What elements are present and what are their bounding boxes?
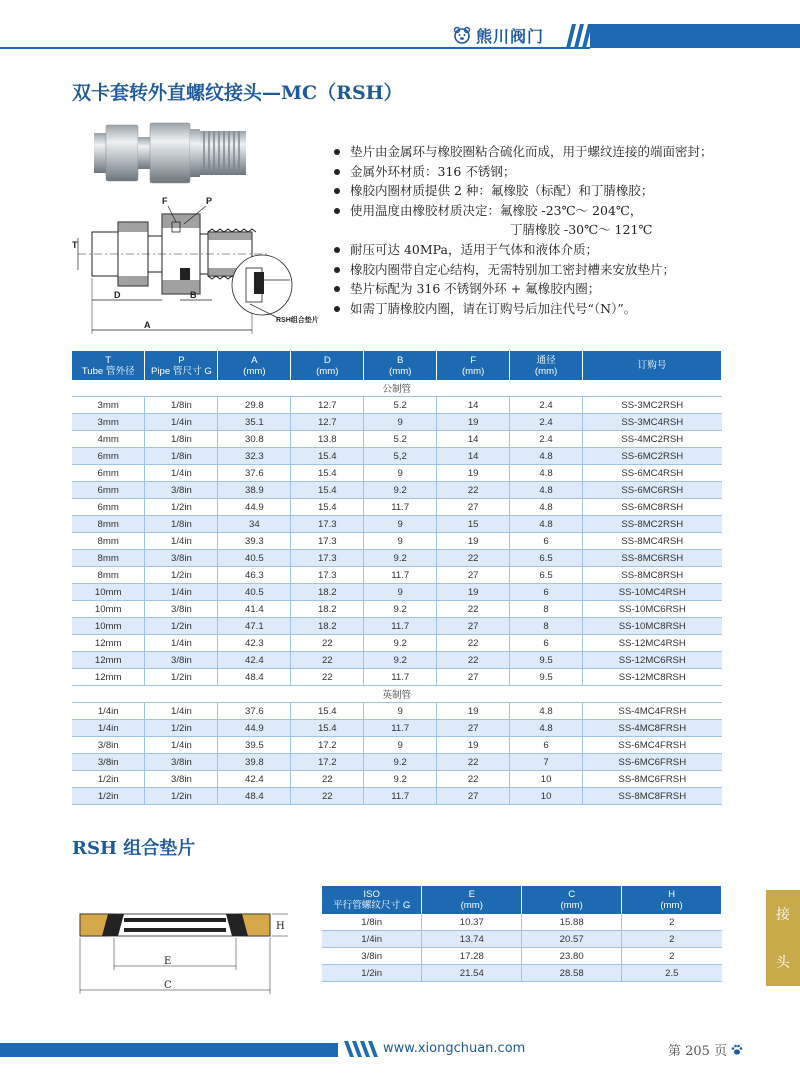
- rsh-gasket-table: [322, 886, 722, 982]
- table-cell: 37.6: [218, 703, 291, 720]
- table-cell: 48.4: [218, 788, 291, 805]
- table-cell: 39.8: [218, 754, 291, 771]
- table-cell: 48.4: [218, 669, 291, 686]
- table-cell: 22: [437, 550, 510, 567]
- table-cell: 44.9: [218, 720, 291, 737]
- table-cell: SS-8MC8RSH: [583, 567, 722, 584]
- table-cell: 1/4in: [322, 931, 422, 948]
- table-cell: 15.4: [291, 448, 364, 465]
- table-cell: 22: [291, 652, 364, 669]
- table-cell: 19: [437, 414, 510, 431]
- table-row: [72, 499, 722, 516]
- table-cell: 1/2in: [145, 499, 218, 516]
- table-cell: 12.7: [291, 414, 364, 431]
- table-cell: 15.4: [291, 465, 364, 482]
- table-cell: SS-8MC2RSH: [583, 516, 722, 533]
- table-cell: 19: [437, 703, 510, 720]
- table-cell: 3/8in: [145, 601, 218, 618]
- table-cell: 1/4in: [145, 703, 218, 720]
- table-row: [72, 550, 722, 567]
- table-cell: 1/4in: [72, 703, 145, 720]
- table-cell: 2.4: [510, 397, 583, 414]
- table-cell: 4.8: [510, 516, 583, 533]
- table-cell: 12mm: [72, 635, 145, 652]
- table-cell: 1/4in: [145, 533, 218, 550]
- table-cell: 5.2: [364, 397, 437, 414]
- table-cell: 9.2: [364, 550, 437, 567]
- table-cell: 15.4: [291, 703, 364, 720]
- table-cell: 6: [510, 737, 583, 754]
- label-B: B: [190, 290, 197, 300]
- col-header-a: A (mm): [218, 351, 291, 380]
- feature-item: 垫片由金属环与橡胶圈粘合硫化而成，用于螺纹连接的端面密封；: [332, 142, 772, 162]
- table-row: [72, 601, 722, 618]
- table-cell: 9.2: [364, 652, 437, 669]
- table-cell: 1/4in: [145, 635, 218, 652]
- table-cell: SS-3MC4RSH: [583, 414, 722, 431]
- col-header-c: C (mm): [522, 886, 622, 914]
- table-cell: 10mm: [72, 601, 145, 618]
- feature-item: 如需丁腈橡胶内圈，请在订购号后加注代号“（N）”。: [332, 299, 772, 319]
- table-cell: 1/2in: [145, 720, 218, 737]
- table-row: [72, 771, 722, 788]
- table-group-row: [72, 686, 722, 703]
- table-cell: SS-12MC4RSH: [583, 635, 722, 652]
- rsh-section-title: RSH 组合垫片: [72, 838, 196, 859]
- table-cell: 14: [437, 431, 510, 448]
- table-cell: 14: [437, 397, 510, 414]
- table-row: [322, 931, 722, 948]
- table-cell: 18.2: [291, 584, 364, 601]
- table-cell: 9.2: [364, 635, 437, 652]
- table-cell: 27: [437, 499, 510, 516]
- table-cell: 2.4: [510, 431, 583, 448]
- table-cell: 6: [510, 635, 583, 652]
- table-cell: 1/2in: [72, 788, 145, 805]
- table-cell: 17.3: [291, 550, 364, 567]
- table-cell: 22: [437, 754, 510, 771]
- table-cell: 9.5: [510, 652, 583, 669]
- table-cell: 27: [437, 618, 510, 635]
- table-row: [72, 567, 722, 584]
- table-cell: 3/8in: [145, 771, 218, 788]
- table-cell: 9: [364, 516, 437, 533]
- table-cell: 9: [364, 584, 437, 601]
- table-cell: SS-4MC8FRSH: [583, 720, 722, 737]
- table-cell: SS-8MC6RSH: [583, 550, 722, 567]
- table-row: [72, 720, 722, 737]
- label-D: D: [114, 290, 121, 300]
- table-cell: 22: [437, 635, 510, 652]
- table-cell: 10.37: [422, 914, 522, 931]
- table-cell: SS-4MC4FRSH: [583, 703, 722, 720]
- table-cell: 8mm: [72, 533, 145, 550]
- paw-icon: [731, 1044, 743, 1056]
- table-cell: 1/2in: [145, 669, 218, 686]
- table-cell: 22: [291, 771, 364, 788]
- table-cell: 15.4: [291, 720, 364, 737]
- table-cell: 27: [437, 567, 510, 584]
- page-number: [668, 1040, 743, 1059]
- table-cell: 17.2: [291, 754, 364, 771]
- bear-logo-icon: [452, 25, 472, 45]
- table-cell: 40.5: [218, 550, 291, 567]
- table-cell: SS-3MC2RSH: [583, 397, 722, 414]
- table-cell: 19: [437, 465, 510, 482]
- table-cell: SS-8MC6FRSH: [583, 771, 722, 788]
- table-row: [72, 397, 722, 414]
- fitting-drawing: [72, 192, 334, 340]
- table-cell: 9.2: [364, 771, 437, 788]
- table-cell: 2: [622, 948, 722, 965]
- table-cell: 1/8in: [322, 914, 422, 931]
- table-row: [72, 652, 722, 669]
- table-cell: 1/2in: [145, 567, 218, 584]
- table-row: [322, 965, 722, 982]
- table-cell: 8mm: [72, 567, 145, 584]
- table-cell: 3/8in: [72, 754, 145, 771]
- table-group-row: [72, 380, 722, 397]
- table-cell: 22: [291, 788, 364, 805]
- table-cell: 17.28: [422, 948, 522, 965]
- table-cell: 9: [364, 533, 437, 550]
- table-cell: 8: [510, 601, 583, 618]
- table-cell: 11.7: [364, 669, 437, 686]
- feature-list: [332, 142, 772, 318]
- table-cell: 9.2: [364, 482, 437, 499]
- table-cell: 1/2in: [72, 771, 145, 788]
- table-cell: 22: [437, 771, 510, 788]
- table-cell: 47.1: [218, 618, 291, 635]
- table-cell: 29.8: [218, 397, 291, 414]
- table-cell: 34: [218, 516, 291, 533]
- col-header-e: E (mm): [422, 886, 522, 914]
- table-cell: 5,2: [364, 448, 437, 465]
- footer-stripes: [340, 1041, 380, 1057]
- table-cell: 22: [437, 652, 510, 669]
- table-cell: 3/8in: [145, 754, 218, 771]
- header-band: [590, 24, 800, 48]
- table-cell: 4mm: [72, 431, 145, 448]
- table-cell: 6.5: [510, 567, 583, 584]
- table-cell: 46.3: [218, 567, 291, 584]
- table-cell: 3/8in: [322, 948, 422, 965]
- label-P: P: [206, 196, 213, 206]
- table-cell: 18.2: [291, 601, 364, 618]
- section-side-tab: [766, 890, 800, 986]
- feature-item: 橡胶内圈带自定心结构，无需特别加工密封槽来安放垫片；: [332, 260, 772, 280]
- col-header-iso: ISO 平行管螺纹尺寸 G: [322, 886, 422, 914]
- table-cell: 17.3: [291, 516, 364, 533]
- col-header-order-no: 订购号: [583, 351, 722, 380]
- table-cell: 8mm: [72, 516, 145, 533]
- table-cell: 44.9: [218, 499, 291, 516]
- table-cell: 42.3: [218, 635, 291, 652]
- table-cell: 10mm: [72, 584, 145, 601]
- table-cell: 4.8: [510, 499, 583, 516]
- table-cell: 5.2: [364, 431, 437, 448]
- table-cell: 14: [437, 448, 510, 465]
- col-header-f: F (mm): [437, 351, 510, 380]
- table-cell: 15.4: [291, 499, 364, 516]
- table-cell: 11.7: [364, 567, 437, 584]
- table-row: [72, 448, 722, 465]
- table-cell: 22: [291, 635, 364, 652]
- table-cell: 2: [622, 931, 722, 948]
- table-cell: 1/8in: [145, 431, 218, 448]
- table-cell: 3/8in: [145, 652, 218, 669]
- feature-item: 使用温度由橡胶材质决定：氟橡胶 -23℃～ 204℃，: [332, 201, 772, 221]
- col-header-bore: 通径 (mm): [510, 351, 583, 380]
- table-cell: 1/8in: [145, 448, 218, 465]
- table-cell: 17.3: [291, 533, 364, 550]
- table-row: [72, 788, 722, 805]
- table-cell: 9.2: [364, 601, 437, 618]
- side-tab-char: 头: [776, 955, 790, 971]
- table-cell: 39.3: [218, 533, 291, 550]
- table-cell: 3mm: [72, 414, 145, 431]
- table-row: [72, 516, 722, 533]
- table-cell: 15: [437, 516, 510, 533]
- rsh-table-header: [322, 886, 722, 914]
- label-C: C: [164, 980, 172, 991]
- table-row: [72, 703, 722, 720]
- table-cell: 6.5: [510, 550, 583, 567]
- table-row: [322, 914, 722, 931]
- col-header-d: D (mm): [291, 351, 364, 380]
- table-cell: 3mm: [72, 397, 145, 414]
- table-cell: SS-8MC4RSH: [583, 533, 722, 550]
- spec-table-header: [72, 351, 722, 380]
- table-cell: 42.4: [218, 771, 291, 788]
- table-cell: SS-6MC2RSH: [583, 448, 722, 465]
- table-cell: 7: [510, 754, 583, 771]
- table-cell: 30.8: [218, 431, 291, 448]
- feature-item-continuation: 丁腈橡胶 -30℃～ 121℃: [510, 222, 653, 238]
- brand-name: 熊川阀门: [476, 26, 545, 46]
- table-cell: SS-6MC6FRSH: [583, 754, 722, 771]
- page-title: 双卡套转外直螺纹接头—MC（RSH）: [72, 82, 403, 104]
- table-cell: 8mm: [72, 550, 145, 567]
- table-cell: 4.8: [510, 482, 583, 499]
- table-cell: SS-12MC8RSH: [583, 669, 722, 686]
- table-cell: 1/4in: [145, 414, 218, 431]
- feature-item: 垫片标配为 316 不锈钢外环 + 氟橡胶内圈；: [332, 279, 772, 299]
- table-cell: 1/8in: [145, 516, 218, 533]
- spec-table: [72, 351, 722, 805]
- table-cell: 27: [437, 669, 510, 686]
- feature-item: 橡胶内圈材质提供 2 种：氟橡胶（标配）和丁腈橡胶；: [332, 181, 772, 201]
- table-cell: 4.8: [510, 703, 583, 720]
- table-cell: 20.57: [522, 931, 622, 948]
- table-cell: 38.9: [218, 482, 291, 499]
- table-cell: 4.8: [510, 448, 583, 465]
- table-cell: 9: [364, 465, 437, 482]
- fitting-photo: [94, 117, 254, 191]
- feature-item: 耐压可达 40MPa，适用于气体和液体介质；: [332, 240, 772, 260]
- table-cell: 12mm: [72, 652, 145, 669]
- table-cell: 1/8in: [145, 397, 218, 414]
- table-cell: 12.7: [291, 397, 364, 414]
- label-T: T: [72, 240, 78, 250]
- table-cell: 1/2in: [145, 618, 218, 635]
- table-cell: 9: [364, 737, 437, 754]
- table-cell: 19: [437, 737, 510, 754]
- table-cell: 6: [510, 584, 583, 601]
- table-cell: 28.58: [522, 965, 622, 982]
- table-cell: 17.3: [291, 567, 364, 584]
- table-cell: 6mm: [72, 465, 145, 482]
- table-row: [72, 431, 722, 448]
- table-cell: 8: [510, 618, 583, 635]
- table-cell: 11.7: [364, 618, 437, 635]
- table-row: [72, 584, 722, 601]
- table-cell: 13.74: [422, 931, 522, 948]
- table-cell: SS-6MC8RSH: [583, 499, 722, 516]
- table-cell: 22: [291, 669, 364, 686]
- table-cell: 9: [364, 414, 437, 431]
- table-cell: 17.2: [291, 737, 364, 754]
- table-cell: 1/4in: [72, 720, 145, 737]
- table-cell: 2.5: [622, 965, 722, 982]
- table-cell: 35.1: [218, 414, 291, 431]
- col-header-h: H (mm): [622, 886, 722, 914]
- table-cell: 3/8in: [145, 550, 218, 567]
- table-row: [72, 635, 722, 652]
- table-cell: 13.8: [291, 431, 364, 448]
- table-cell: 15.88: [522, 914, 622, 931]
- table-cell: 22: [437, 601, 510, 618]
- table-row: [72, 465, 722, 482]
- table-cell: 3/8in: [145, 482, 218, 499]
- table-cell: 15.4: [291, 482, 364, 499]
- label-F: F: [162, 196, 168, 206]
- side-tab-char: 接: [776, 907, 790, 923]
- table-cell: 27: [437, 788, 510, 805]
- table-row: [72, 669, 722, 686]
- table-cell: 2.4: [510, 414, 583, 431]
- footer-band: [0, 1043, 338, 1057]
- table-cell: 11.7: [364, 499, 437, 516]
- table-cell: 40.5: [218, 584, 291, 601]
- table-row: [72, 414, 722, 431]
- table-cell: SS-10MC4RSH: [583, 584, 722, 601]
- table-cell: 4.8: [510, 465, 583, 482]
- table-cell: 9.5: [510, 669, 583, 686]
- table-cell: 21.54: [422, 965, 522, 982]
- table-cell: 6mm: [72, 482, 145, 499]
- table-cell: 9.2: [364, 754, 437, 771]
- table-cell: 1/2in: [322, 965, 422, 982]
- table-cell: 18.2: [291, 618, 364, 635]
- table-cell: 10: [510, 788, 583, 805]
- table-cell: 19: [437, 533, 510, 550]
- table-cell: 42.4: [218, 652, 291, 669]
- table-cell: SS-10MC8RSH: [583, 618, 722, 635]
- table-cell: 12mm: [72, 669, 145, 686]
- table-cell: 1/4in: [145, 584, 218, 601]
- brand-logo: [452, 22, 562, 48]
- footer-url[interactable]: www.xiongchuan.com: [383, 1041, 526, 1056]
- label-H: H: [276, 921, 285, 932]
- table-cell: 1/2in: [145, 788, 218, 805]
- table-cell: 2: [622, 914, 722, 931]
- table-cell: 6mm: [72, 448, 145, 465]
- page-number-text: 第 205 页: [668, 1044, 728, 1059]
- group-label: 公制管: [72, 380, 722, 397]
- table-cell: 3/8in: [72, 737, 145, 754]
- label-A: A: [144, 320, 151, 330]
- table-cell: 32.3: [218, 448, 291, 465]
- table-cell: 41.4: [218, 601, 291, 618]
- table-cell: 6mm: [72, 499, 145, 516]
- table-row: [322, 948, 722, 965]
- table-cell: 9: [364, 703, 437, 720]
- table-cell: 6: [510, 533, 583, 550]
- table-row: [72, 533, 722, 550]
- header-stripes: [562, 24, 592, 48]
- table-cell: SS-6MC4FRSH: [583, 737, 722, 754]
- table-row: [72, 618, 722, 635]
- table-cell: 23.80: [522, 948, 622, 965]
- table-cell: 19: [437, 584, 510, 601]
- table-cell: 1/4in: [145, 465, 218, 482]
- table-cell: SS-12MC6RSH: [583, 652, 722, 669]
- table-cell: 11.7: [364, 720, 437, 737]
- table-cell: 27: [437, 720, 510, 737]
- table-row: [72, 482, 722, 499]
- label-E: E: [164, 956, 172, 967]
- table-cell: SS-6MC6RSH: [583, 482, 722, 499]
- label-rsh-gasket: RSH组合垫片: [276, 317, 319, 324]
- feature-item: 金属外环材质：316 不锈钢；: [332, 162, 772, 182]
- table-cell: 1/4in: [145, 737, 218, 754]
- table-cell: 37.6: [218, 465, 291, 482]
- col-header-pipe: P Pipe 管尺寸 G: [145, 351, 218, 380]
- table-cell: SS-6MC4RSH: [583, 465, 722, 482]
- col-header-tube: T Tube 管外径: [72, 351, 145, 380]
- table-cell: SS-10MC6RSH: [583, 601, 722, 618]
- table-cell: 39.5: [218, 737, 291, 754]
- table-cell: 10mm: [72, 618, 145, 635]
- table-cell: 22: [437, 482, 510, 499]
- table-cell: 4.8: [510, 720, 583, 737]
- table-cell: 11.7: [364, 788, 437, 805]
- table-cell: SS-8MC8FRSH: [583, 788, 722, 805]
- table-cell: SS-4MC2RSH: [583, 431, 722, 448]
- table-cell: 10: [510, 771, 583, 788]
- table-row: [72, 737, 722, 754]
- rsh-gasket-drawing: [78, 896, 292, 996]
- group-label: 英制管: [72, 686, 722, 703]
- col-header-b: B (mm): [364, 351, 437, 380]
- table-row: [72, 754, 722, 771]
